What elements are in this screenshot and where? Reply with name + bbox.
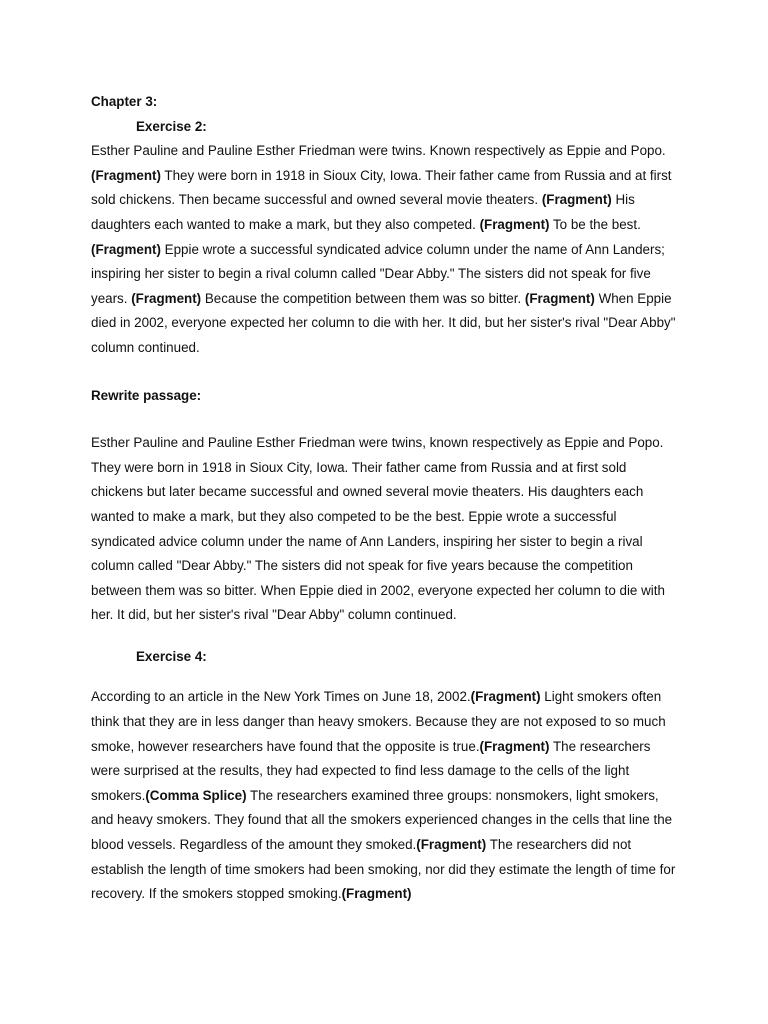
error-label: (Fragment)	[341, 886, 412, 902]
error-label: (Fragment)	[416, 837, 487, 853]
exercise-2-heading: Exercise 2:	[136, 118, 207, 134]
error-label: (Fragment)	[479, 216, 550, 232]
rewrite-paragraph: Esther Pauline and Pauline Esther Friedman were twins, known respectively as Eppie and Popo. They were born in 1918 in Sioux City, Iowa. Their father came from Russia and at first sold chickens but later became successful and owned several movie theaters. His daughters each wanted to make a mark, but they also competed to be the best. Eppie wrote a successful syndicated advice column under the name of Ann Landers, inspiring her sister to begin a rival column called "Dear Abby." The sisters did not speak for five years because the competition between them was so bitter. When Eppie died in 2002, everyone expected her column to die with her. It did, but her sister's rival "Dear Abby" column continued.	[91, 435, 665, 623]
text-segment: When Eppie died in 2002, everyone expected her column to die with her. It did, but her sister's rival "Dear Abby" column continued.	[91, 290, 676, 355]
error-label: (Fragment)	[91, 167, 161, 183]
error-label: (Fragment)	[524, 290, 595, 306]
error-label: (Fragment)	[91, 241, 161, 257]
exercise-2-paragraph	[91, 139, 681, 360]
exercise-4-heading: Exercise 4:	[136, 648, 207, 664]
error-label: (Fragment)	[479, 738, 550, 754]
error-label: (Fragment)	[541, 192, 612, 208]
text-segment: The researchers did not establish the length of time smokers had been smoking, nor did they estimate the length of time for recovery. If the smokers stopped smoking.	[91, 837, 676, 902]
text-segment: To be the best.	[549, 216, 641, 232]
text-segment: The researchers examined three groups: nonsmokers, light smokers, and heavy smokers. They found that all the smokers experienced changes in the cells that line the blood vessels. Regardless of the amount they smoked.	[91, 787, 673, 853]
text-segment: According to an article in the New York Times on June 18, 2002.	[91, 689, 471, 705]
text-segment: Esther Pauline and Pauline Esther Friedman were twins. Known respectively as Eppie and Popo.	[91, 143, 666, 159]
chapter-heading: Chapter 3:	[91, 94, 158, 109]
exercise-4-paragraph	[91, 685, 681, 906]
text-segment: Because the competition between them was so bitter.	[201, 290, 525, 306]
error-label: (Fragment)	[131, 290, 202, 306]
text-segment: Eppie wrote a successful syndicated advice column under the name of Ann Landers; inspiring her sister to begin a rival column called "Dear Abby." The sisters did not speak for five years.	[91, 241, 665, 306]
text-segment: The researchers were surprised at the results, they had expected to find less damage to the cells of the light smokers.	[91, 738, 651, 803]
rewrite-heading: Rewrite passage:	[91, 387, 202, 403]
text-segment: They were born in 1918 in Sioux City, Iowa. Their father came from Russia and at first sold chickens. Then became successful and owned several movie theaters.	[91, 167, 672, 208]
text-segment: Light smokers often think that they are in less danger than heavy smokers. Because they are not exposed to so much smoke, however researchers have found that the opposite is true.	[91, 689, 666, 754]
document-body	[91, 90, 681, 907]
error-label: (Fragment)	[470, 689, 541, 705]
text-segment: His daughters each wanted to make a mark, but they also competed.	[91, 192, 635, 232]
error-label: (Comma Splice)	[145, 787, 247, 803]
